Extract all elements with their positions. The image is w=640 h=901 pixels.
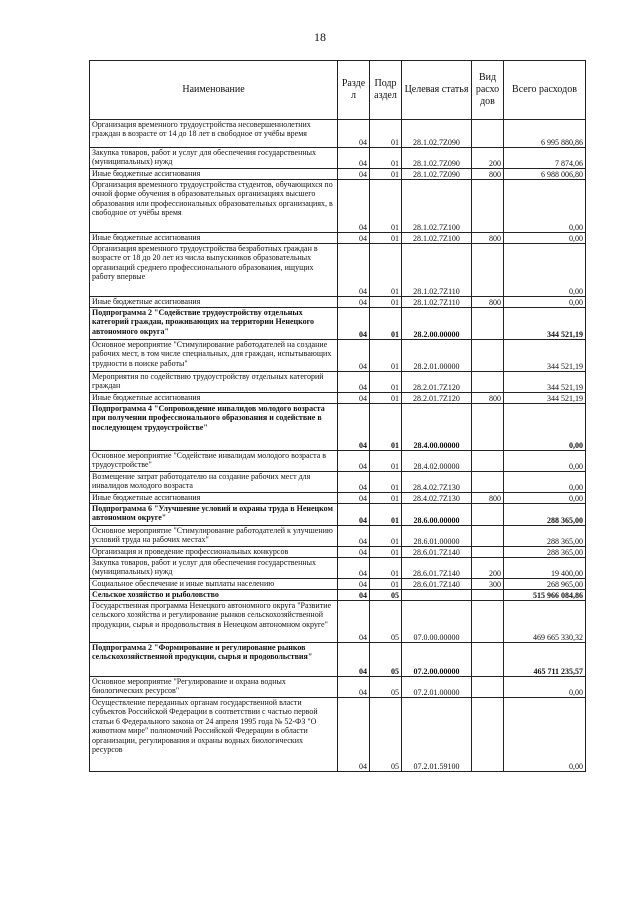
cell-total: 0,00 <box>504 451 586 472</box>
table-row <box>90 393 586 404</box>
cell-article: 07.2.01.00000 <box>402 677 472 698</box>
cell-total: 288 365,00 <box>504 504 586 526</box>
cell-expense-type <box>472 308 504 340</box>
cell-total: 268 965,00 <box>504 579 586 590</box>
cell-total: 344 521,19 <box>504 393 586 404</box>
cell-name: Подпрограмма 4 "Сопровождение инвалидов молодого возраста при получении профессионального образования и содействие в последующем трудоустройстве" <box>90 404 338 451</box>
cell-expense-type <box>472 643 504 677</box>
cell-total: 515 966 084,86 <box>504 590 586 601</box>
cell-section: 04 <box>338 393 370 404</box>
cell-section: 04 <box>338 308 370 340</box>
cell-total: 0,00 <box>504 297 586 308</box>
cell-expense-type <box>472 504 504 526</box>
cell-expense-type <box>472 340 504 372</box>
cell-expense-type <box>472 590 504 601</box>
cell-section: 04 <box>338 643 370 677</box>
cell-article: 28.6.01.7Z140 <box>402 579 472 590</box>
cell-section: 04 <box>338 297 370 308</box>
cell-total: 19 400,00 <box>504 558 586 579</box>
cell-expense-type: 800 <box>472 493 504 504</box>
cell-subsection: 05 <box>370 601 402 643</box>
cell-name: Иные бюджетные ассигнования <box>90 169 338 180</box>
cell-name: Организация временного трудоустройства несовершеннолетних граждан в возрасте от 14 до 18 лет в свободное от учёбы время <box>90 120 338 148</box>
cell-subsection: 01 <box>370 180 402 233</box>
cell-name: Организация временного трудоустройства безработных граждан в возрасте от 18 до 20 лет из числа выпускников образовательных организаций среднего профессионального образования, ищущих работу впервые <box>90 244 338 297</box>
cell-name: Сельское хозяйство и рыболовство <box>90 590 338 601</box>
table-row <box>90 504 586 526</box>
cell-expense-type: 800 <box>472 233 504 244</box>
cell-article: 28.6.01.00000 <box>402 526 472 547</box>
cell-subsection: 01 <box>370 340 402 372</box>
cell-name: Организация временного трудоустройства студентов, обучающихся по очной форме обучения в образовательных организациях высшего образования или профессиональных образовательных организациях, в свободное от учёбы время <box>90 180 338 233</box>
cell-name: Закупка товаров, работ и услуг для обеспечения государственных (муниципальных) нужд <box>90 148 338 169</box>
cell-total: 0,00 <box>504 233 586 244</box>
cell-section: 04 <box>338 169 370 180</box>
header-expense-type: Вид расхо дов <box>472 61 504 120</box>
page-number: 18 <box>314 30 326 44</box>
table-row <box>90 601 586 643</box>
cell-article: 28.1.02.7Z100 <box>402 180 472 233</box>
cell-total: 0,00 <box>504 180 586 233</box>
table-row <box>90 579 586 590</box>
cell-total: 0,00 <box>504 404 586 451</box>
cell-expense-type <box>472 372 504 393</box>
table-row <box>90 340 586 372</box>
cell-section: 04 <box>338 404 370 451</box>
cell-total: 0,00 <box>504 493 586 504</box>
table-row <box>90 180 586 233</box>
cell-section: 04 <box>338 579 370 590</box>
cell-total: 6 995 880,86 <box>504 120 586 148</box>
cell-article: 07.2.01.59100 <box>402 698 472 772</box>
table-row <box>90 493 586 504</box>
cell-expense-type: 200 <box>472 148 504 169</box>
cell-article: 28.4.02.7Z130 <box>402 493 472 504</box>
cell-total: 0,00 <box>504 677 586 698</box>
cell-article: 28.4.02.7Z130 <box>402 472 472 493</box>
header-name: Наименование <box>90 61 338 120</box>
cell-expense-type: 800 <box>472 393 504 404</box>
cell-section: 04 <box>338 233 370 244</box>
cell-total: 465 711 235,57 <box>504 643 586 677</box>
table-row <box>90 148 586 169</box>
cell-name: Основное мероприятие "Стимулирование работодателей к улучшению условий труда на рабочих местах" <box>90 526 338 547</box>
cell-subsection: 01 <box>370 404 402 451</box>
cell-article: 28.2.01.7Z120 <box>402 372 472 393</box>
cell-subsection: 01 <box>370 120 402 148</box>
header-total: Всего расходов <box>504 61 586 120</box>
table-row <box>90 451 586 472</box>
cell-subsection: 01 <box>370 148 402 169</box>
table-header-row <box>90 61 586 120</box>
cell-name: Иные бюджетные ассигнования <box>90 393 338 404</box>
cell-subsection: 01 <box>370 308 402 340</box>
table-row <box>90 698 586 772</box>
budget-table <box>89 60 586 772</box>
cell-subsection: 01 <box>370 451 402 472</box>
cell-expense-type: 300 <box>472 579 504 590</box>
cell-total: 469 665 330,32 <box>504 601 586 643</box>
cell-expense-type: 800 <box>472 169 504 180</box>
table-row <box>90 120 586 148</box>
header-subsection: Подр аздел <box>370 61 402 120</box>
cell-name: Иные бюджетные ассигнования <box>90 493 338 504</box>
cell-name: Осуществление переданных органам государственной власти субъектов Российской Федерации в соответствии с частью первой статьи 6 Федерального закона от 24 апреля 1995 года № 52-ФЗ "О животном мире" полномочий Российской Федерации в области организации, регулирования и охраны водных биологических ресурсов <box>90 698 338 772</box>
cell-subsection: 01 <box>370 472 402 493</box>
cell-article: 28.1.02.7Z110 <box>402 297 472 308</box>
cell-section: 04 <box>338 451 370 472</box>
cell-name: Основное мероприятие "Регулирование и охрана водных биологических ресурсов" <box>90 677 338 698</box>
table-row <box>90 169 586 180</box>
table-row <box>90 677 586 698</box>
cell-total: 288 365,00 <box>504 547 586 558</box>
cell-name: Подпрограмма 2 "Содействие трудоустройству отдельных категорий граждан, проживающих на территории Ненецкого автономного округа" <box>90 308 338 340</box>
cell-article: 28.1.02.7Z110 <box>402 244 472 297</box>
cell-name: Возмещение затрат работодателю на создание рабочих мест для инвалидов молодого возраста <box>90 472 338 493</box>
cell-article: 28.1.02.7Z090 <box>402 148 472 169</box>
cell-expense-type <box>472 120 504 148</box>
table-row <box>90 526 586 547</box>
cell-name: Основное мероприятие "Стимулирование работодателей на создание рабочих мест, в том числе специальных, для граждан, испытывающих трудности в поиске работы" <box>90 340 338 372</box>
cell-section: 04 <box>338 558 370 579</box>
cell-article: 28.6.00.00000 <box>402 504 472 526</box>
cell-article: 28.4.00.00000 <box>402 404 472 451</box>
cell-name: Подпрограмма 2 "Формирование и регулирование рынков сельскохозяйственной продукции, сырья и продовольствия" <box>90 643 338 677</box>
cell-subsection: 05 <box>370 643 402 677</box>
cell-subsection: 01 <box>370 526 402 547</box>
cell-name: Основное мероприятие "Содействие инвалидам молодого возраста в трудоустройстве" <box>90 451 338 472</box>
cell-expense-type <box>472 526 504 547</box>
table-row <box>90 558 586 579</box>
cell-name: Государственная программа Ненецкого автономного округа "Развитие сельского хозяйства и регулирование рынков сельскохозяйственной продукции, сырья и продовольствия в Ненецком автономном округе" <box>90 601 338 643</box>
cell-subsection: 01 <box>370 493 402 504</box>
cell-subsection: 05 <box>370 698 402 772</box>
cell-article: 28.4.02.00000 <box>402 451 472 472</box>
cell-section: 04 <box>338 372 370 393</box>
table-row <box>90 472 586 493</box>
table-row <box>90 308 586 340</box>
cell-section: 04 <box>338 526 370 547</box>
cell-section: 04 <box>338 120 370 148</box>
cell-article: 07.0.00.00000 <box>402 601 472 643</box>
cell-article: 28.6.01.7Z140 <box>402 547 472 558</box>
cell-name: Подпрограмма 6 "Улучшение условий и охраны труда в Ненецком автономном округе" <box>90 504 338 526</box>
cell-article: 28.1.02.7Z090 <box>402 169 472 180</box>
table-row <box>90 547 586 558</box>
cell-section: 04 <box>338 340 370 372</box>
cell-subsection: 01 <box>370 233 402 244</box>
cell-total: 344 521,19 <box>504 372 586 393</box>
cell-expense-type <box>472 472 504 493</box>
table-row <box>90 244 586 297</box>
cell-article: 28.1.02.7Z100 <box>402 233 472 244</box>
cell-subsection: 01 <box>370 297 402 308</box>
cell-expense-type <box>472 451 504 472</box>
table-body <box>90 120 586 772</box>
cell-expense-type <box>472 547 504 558</box>
cell-section: 04 <box>338 601 370 643</box>
cell-name: Иные бюджетные ассигнования <box>90 233 338 244</box>
cell-subsection: 05 <box>370 677 402 698</box>
table-row <box>90 590 586 601</box>
cell-total: 344 521,19 <box>504 308 586 340</box>
cell-name: Социальное обеспечение и иные выплаты населению <box>90 579 338 590</box>
cell-expense-type <box>472 698 504 772</box>
cell-name: Организация и проведение профессиональных конкурсов <box>90 547 338 558</box>
table-row <box>90 404 586 451</box>
cell-subsection: 01 <box>370 547 402 558</box>
cell-total: 7 874,06 <box>504 148 586 169</box>
cell-subsection: 01 <box>370 558 402 579</box>
cell-section: 04 <box>338 547 370 558</box>
cell-section: 04 <box>338 472 370 493</box>
cell-total: 0,00 <box>504 698 586 772</box>
cell-subsection: 01 <box>370 393 402 404</box>
cell-total: 344 521,19 <box>504 340 586 372</box>
cell-name: Закупка товаров, работ и услуг для обеспечения государственных (муниципальных) нужд <box>90 558 338 579</box>
cell-section: 04 <box>338 677 370 698</box>
cell-name: Мероприятия по содействию трудоустройству отдельных категорий граждан <box>90 372 338 393</box>
table-row <box>90 233 586 244</box>
cell-article: 28.1.02.7Z090 <box>402 120 472 148</box>
cell-article <box>402 590 472 601</box>
header-article: Целевая статья <box>402 61 472 120</box>
header-section: Разде л <box>338 61 370 120</box>
cell-name: Иные бюджетные ассигнования <box>90 297 338 308</box>
cell-subsection: 01 <box>370 504 402 526</box>
cell-section: 04 <box>338 504 370 526</box>
cell-expense-type: 800 <box>472 297 504 308</box>
cell-subsection: 01 <box>370 579 402 590</box>
cell-article: 28.2.00.00000 <box>402 308 472 340</box>
cell-article: 07.2.00.00000 <box>402 643 472 677</box>
cell-subsection: 05 <box>370 590 402 601</box>
cell-section: 04 <box>338 244 370 297</box>
cell-subsection: 01 <box>370 244 402 297</box>
table-row <box>90 643 586 677</box>
cell-total: 0,00 <box>504 472 586 493</box>
cell-expense-type <box>472 601 504 643</box>
cell-section: 04 <box>338 590 370 601</box>
cell-expense-type: 200 <box>472 558 504 579</box>
cell-subsection: 01 <box>370 372 402 393</box>
cell-section: 04 <box>338 493 370 504</box>
cell-total: 288 365,00 <box>504 526 586 547</box>
cell-expense-type <box>472 180 504 233</box>
cell-subsection: 01 <box>370 169 402 180</box>
cell-section: 04 <box>338 698 370 772</box>
cell-article: 28.2.01.00000 <box>402 340 472 372</box>
cell-expense-type <box>472 677 504 698</box>
cell-expense-type <box>472 244 504 297</box>
cell-article: 28.6.01.7Z140 <box>402 558 472 579</box>
cell-article: 28.2.01.7Z120 <box>402 393 472 404</box>
table-row <box>90 372 586 393</box>
cell-section: 04 <box>338 148 370 169</box>
table-row <box>90 297 586 308</box>
cell-expense-type <box>472 404 504 451</box>
cell-total: 6 988 006,80 <box>504 169 586 180</box>
cell-section: 04 <box>338 180 370 233</box>
cell-total: 0,00 <box>504 244 586 297</box>
